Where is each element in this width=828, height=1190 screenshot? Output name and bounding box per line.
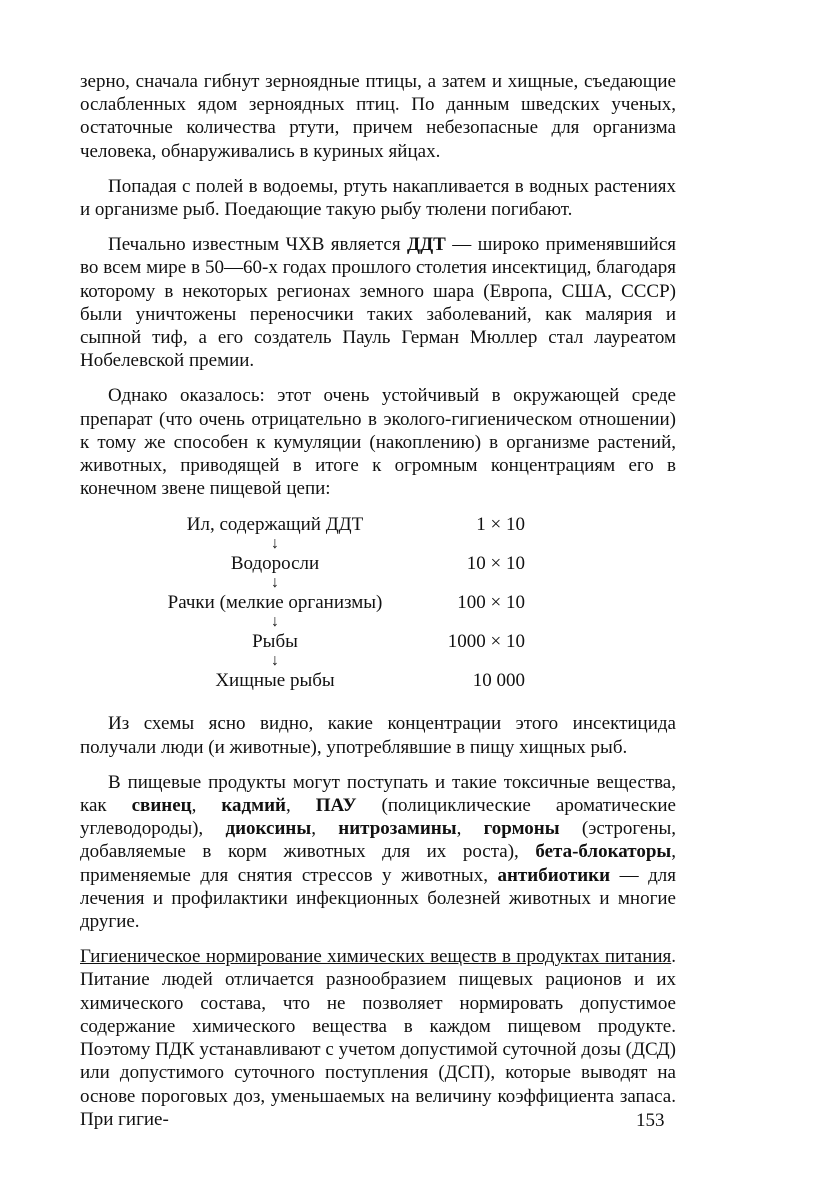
section-heading-underlined: Гигиеническое нормирование химических веществ в продуктах питания bbox=[80, 946, 672, 968]
paragraph-toxic-substances bbox=[80, 771, 676, 933]
text-span: Печально известным ЧХВ является bbox=[108, 234, 408, 256]
food-chain-step-value: 1000 × 10 bbox=[447, 630, 525, 652]
text-span: , bbox=[285, 795, 316, 817]
arrow-down-icon: ↓ bbox=[271, 652, 279, 670]
paragraph-hygienic-standards bbox=[80, 945, 676, 1131]
term-pah: ПАУ bbox=[315, 795, 357, 817]
arrow-down-icon: ↓ bbox=[271, 535, 279, 553]
text-span: , bbox=[311, 818, 339, 840]
food-chain-step-value: 100 × 10 bbox=[457, 591, 525, 613]
term-nitrosamines: нитрозамины bbox=[338, 818, 457, 840]
text-span: В пищевые продукты могут поступать и такие токсичные вещества, как bbox=[80, 771, 676, 817]
food-chain-step-label: Рыбы bbox=[252, 630, 298, 652]
text-span: . Питание людей отличается разнообразием пищевых рационов и их химического состава, что не позволяет нормировать допустимое содержание химического вещества в каждом пищевом продукте. Поэтому ПДК устанавливают с учетом допустимой суточной дозы (ДСД) или допустимого суточного поступления (ДСП), которые выводят на основе пороговых доз, уменьшаемых на величину коэффициента запаса. При гигие- bbox=[80, 946, 676, 1130]
food-chain-step bbox=[80, 551, 676, 575]
paragraph-scheme-conclusion: Из схемы ясно видно, какие концентрации этого инсектицида получали люди (и животные), употреблявшие в пищу хищных рыб. bbox=[80, 713, 676, 758]
food-chain-step bbox=[80, 590, 676, 614]
food-chain-step bbox=[80, 512, 676, 536]
food-chain-step bbox=[80, 629, 676, 653]
text-span: (эстрогены, добавляемые в корм животных для их роста), bbox=[80, 818, 676, 863]
term-cadmium: кадмий bbox=[221, 795, 286, 817]
paragraph-mercury-water: Попадая с полей в водоемы, ртуть накапливается в водных растениях и организме рыб. Поедающие такую рыбу тюлени погибают. bbox=[80, 175, 676, 221]
paragraph-accumulation: Однако оказалось: этот очень устойчивый в окружающей среде препарат (что очень отрицательно в эколого-гигиеническом отношении) к тому же способен к кумуляции (накоплению) в организме растений, животных, приводящей в итоге к огромным концентрациям его в конечном звене пищевой цепи: bbox=[80, 385, 676, 500]
text-span: — для лечения и профилактики инфекционных болезней животных и многие другие. bbox=[80, 864, 676, 933]
page-content bbox=[80, 70, 676, 1143]
term-lead: свинец bbox=[131, 795, 192, 817]
arrow-down-icon: ↓ bbox=[271, 574, 279, 592]
paragraph-grain-birds: зерно, сначала гибнут зерноядные птицы, а затем и хищные, съедающие ослабленных ядом зерноядных птиц. По данным шведских ученых, остаточные количества ртути, причем небезопасные для организма человека, обнаруживались в куриных яйцах. bbox=[80, 71, 676, 162]
paragraph-ddt bbox=[80, 233, 676, 372]
food-chain-step-value: 1 × 10 bbox=[476, 513, 525, 535]
term-dioxins: диоксины bbox=[225, 818, 312, 840]
text-span: , bbox=[191, 795, 222, 817]
term-beta-blockers: бета-блокаторы bbox=[535, 841, 672, 863]
food-chain-step-value: 10 × 10 bbox=[466, 552, 525, 574]
text-span: , применяемые для снятия стрессов у животных, bbox=[80, 841, 676, 886]
text-span: (полициклические ароматические углеводороды), bbox=[80, 795, 676, 840]
term-hormones: гормоны bbox=[483, 818, 560, 840]
food-chain-step-label: Водоросли bbox=[230, 552, 320, 574]
food-chain-diagram bbox=[80, 512, 676, 692]
term-ddt: ДДТ bbox=[407, 234, 446, 256]
food-chain-step bbox=[80, 668, 676, 692]
food-chain-step-label: Рачки (мелкие организмы) bbox=[167, 591, 383, 613]
page-number: 153 bbox=[636, 1110, 665, 1131]
food-chain-step-label: Ил, содержащий ДДТ bbox=[186, 513, 364, 535]
food-chain-step-label: Хищные рыбы bbox=[215, 669, 335, 691]
text-span: , bbox=[456, 818, 484, 840]
food-chain-step-value: 10 000 bbox=[472, 669, 525, 691]
term-antibiotics: антибиотики bbox=[497, 864, 611, 886]
arrow-down-icon: ↓ bbox=[271, 613, 279, 631]
text-span: — широко применявшийся во всем мире в 50—60-х годах прошлого столетия инсектицид, благодаря которому в некоторых регионах земного шара (Европа, США, СССР) были уничтожены переносчики таких заболеваний, как малярия и сыпной тиф, а его создатель Пауль Герман Мюллер стал лауреатом Нобелевской премии. bbox=[80, 234, 676, 372]
